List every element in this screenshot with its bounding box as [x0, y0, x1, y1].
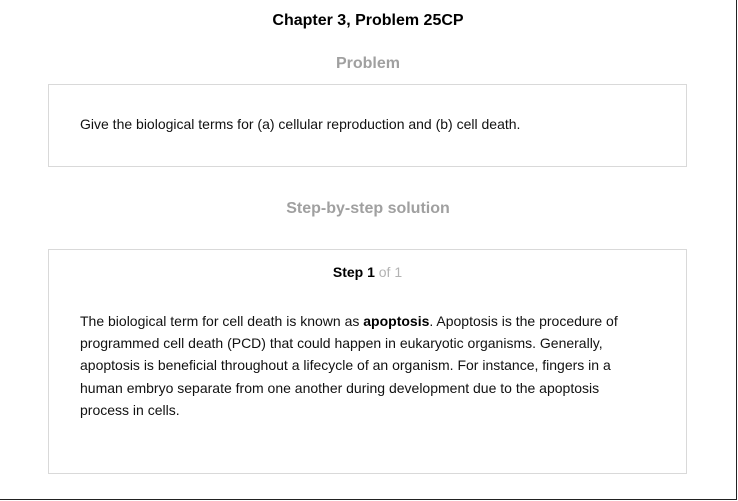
problem-heading: Problem: [335, 55, 400, 72]
step-indicator: [49, 264, 686, 280]
problem-text: Give the biological terms for (a) cellular reproduction and (b) cell death.: [80, 116, 521, 132]
step-total: of 1: [378, 264, 403, 280]
solution-text-intro: The biological term for cell death is known as: [80, 313, 364, 329]
solution-card: [48, 249, 687, 474]
problem-card: [48, 84, 687, 167]
step-number: Step 1: [332, 264, 375, 280]
solution-heading: Step-by-step solution: [286, 200, 450, 217]
chapter-title: Chapter 3, Problem 25CP: [272, 12, 464, 29]
solution-text: [80, 310, 650, 421]
key-term: apoptosis: [363, 313, 430, 329]
solution-text-explanation: . Apoptosis is the procedure of programmed cell death (PCD) that could happen in eukaryotic organisms. Generally, apoptosis is beneficial throughout a lifecycle of an organism. For instance, fingers in a human embryo separate from one another during development due to the apoptosis process in cells.: [80, 313, 618, 418]
